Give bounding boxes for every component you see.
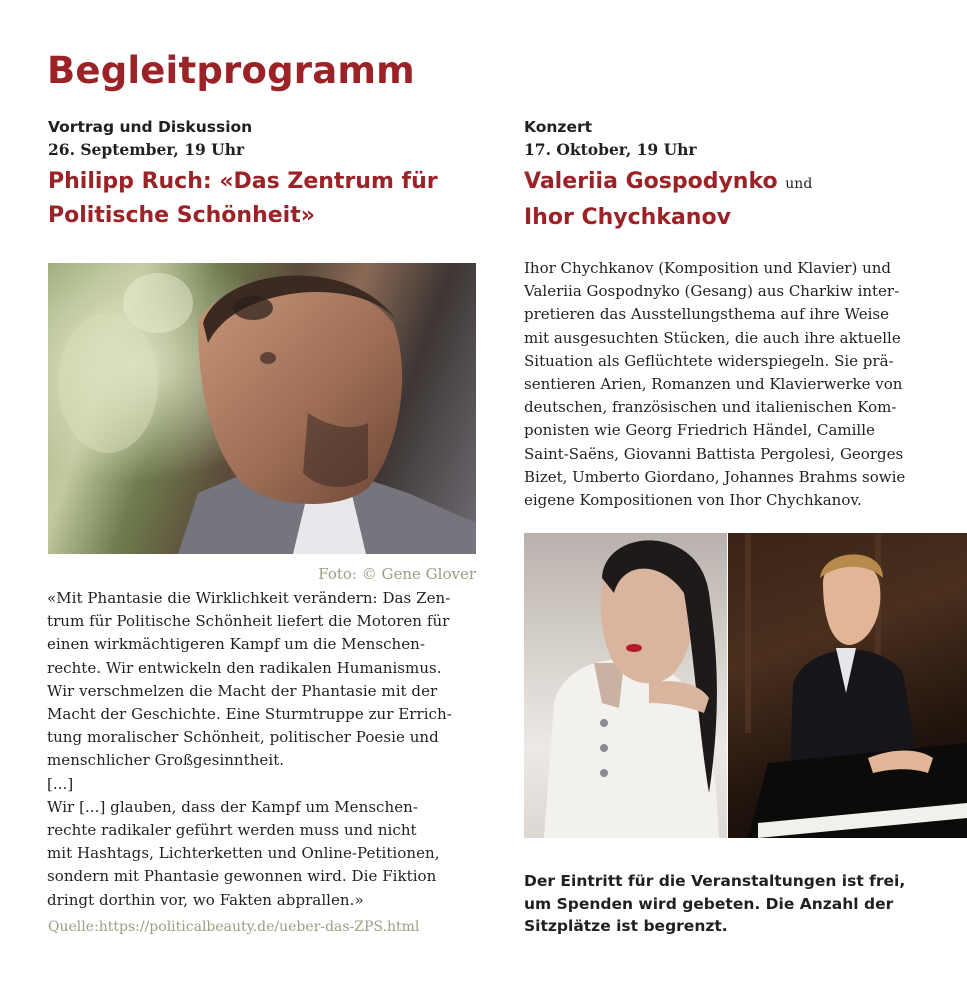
quote-source: Quelle:https://politicalbeauty.de/ueber-das-ZPS.html bbox=[48, 919, 420, 935]
performer-name: Valeriia Gospodynko bbox=[524, 169, 778, 194]
singer-photo bbox=[524, 533, 727, 838]
quote-line: tung moralischer Schönheit, politischer Poesie und bbox=[47, 728, 439, 747]
concert-title-line bbox=[524, 165, 944, 201]
notice-line: um Spenden wird gebeten. Die Anzahl der bbox=[524, 894, 894, 913]
description-line: Valeriia Gospodnyko (Gesang) aus Charkiw inter- bbox=[524, 282, 900, 301]
concert-description bbox=[524, 257, 944, 512]
quote-line: Wir [...] glauben, dass der Kampf um Menschen- bbox=[47, 797, 418, 816]
speaker-portrait-illustration bbox=[48, 263, 476, 554]
notice-line: Sitzplätze ist begrenzt. bbox=[524, 917, 728, 935]
quote-line: menschlicher Großgesinntheit. bbox=[47, 751, 285, 770]
description-line: Bizet, Umberto Giordano, Johannes Brahms sowie bbox=[524, 467, 906, 486]
description-line: mit ausgesuchten Stücken, die auch ihre aktuelle bbox=[524, 328, 901, 347]
description-line: Situation als Geflüchtete widerspiegeln. Sie prä- bbox=[524, 351, 894, 370]
singer-illustration bbox=[524, 533, 727, 838]
quote-line: mit Hashtags, Lichterketten und Online-Petitionen, bbox=[47, 844, 440, 863]
admission-notice bbox=[524, 870, 954, 938]
description-line: sentieren Arien, Romanzen und Klavierwerke von bbox=[524, 375, 903, 394]
concert-header bbox=[524, 116, 944, 235]
and-word: und bbox=[785, 176, 813, 192]
lecture-kicker: Vortrag und Diskussion bbox=[48, 118, 253, 136]
page-title: Begleitprogramm bbox=[47, 49, 415, 92]
notice-line: Der Eintritt für die Veranstaltungen ist frei, bbox=[524, 872, 906, 890]
quote-line: trum für Politische Schönheit liefert die Motoren für bbox=[47, 612, 450, 631]
pianist-illustration bbox=[728, 533, 967, 838]
description-line: Saint-Saëns, Giovanni Battista Pergolesi, Georges bbox=[524, 444, 904, 463]
photo-credit: Foto: © Gene Glover bbox=[318, 565, 476, 583]
quote-line: [...] bbox=[47, 774, 74, 793]
description-line: deutschen, französischen und italienischen Kom- bbox=[524, 398, 897, 417]
quote-line: Macht der Geschichte. Eine Sturmtruppe zur Errich- bbox=[47, 705, 452, 724]
quote-line: sondern mit Phantasie gewonnen wird. Die Fiktion bbox=[47, 867, 437, 886]
concert-date: 17. Oktober, 19 Uhr bbox=[524, 140, 697, 159]
description-line: pretieren das Ausstellungsthema auf ihre Weise bbox=[524, 305, 889, 324]
description-line: Ihor Chychkanov (Komposition und Klavier) und bbox=[524, 259, 892, 277]
lecture-title bbox=[48, 165, 478, 233]
concert-title bbox=[524, 165, 944, 235]
quote-line: Wir verschmelzen die Macht der Phantasie mit der bbox=[47, 681, 438, 700]
lecture-header bbox=[48, 116, 478, 233]
quote-line: einen wirkmächtigeren Kampf um die Menschen- bbox=[47, 635, 425, 654]
lecture-date: 26. September, 19 Uhr bbox=[48, 140, 245, 159]
speaker-photo bbox=[48, 263, 476, 554]
description-line: ponisten wie Georg Friedrich Händel, Camille bbox=[524, 421, 875, 440]
lecture-title-line: Philipp Ruch: «Das Zentrum für bbox=[48, 169, 438, 194]
performers-photo bbox=[524, 533, 967, 838]
quote-line: rechte radikaler geführt werden muss und nicht bbox=[47, 821, 417, 840]
quote-line: rechte. Wir entwickeln den radikalen Humanismus. bbox=[47, 658, 442, 677]
performer-name: Ihor Chychkanov bbox=[524, 205, 731, 230]
description-line: eigene Kompositionen von Ihor Chychkanov. bbox=[524, 491, 862, 510]
quote-line: dringt dorthin vor, wo Fakten abprallen.» bbox=[47, 890, 364, 909]
pianist-photo bbox=[728, 533, 967, 838]
lecture-quote bbox=[47, 587, 479, 912]
lecture-title-line: Politische Schönheit» bbox=[48, 203, 315, 228]
concert-kicker: Konzert bbox=[524, 118, 593, 136]
quote-line: «Mit Phantasie die Wirklichkeit verändern: Das Zen- bbox=[47, 589, 451, 607]
